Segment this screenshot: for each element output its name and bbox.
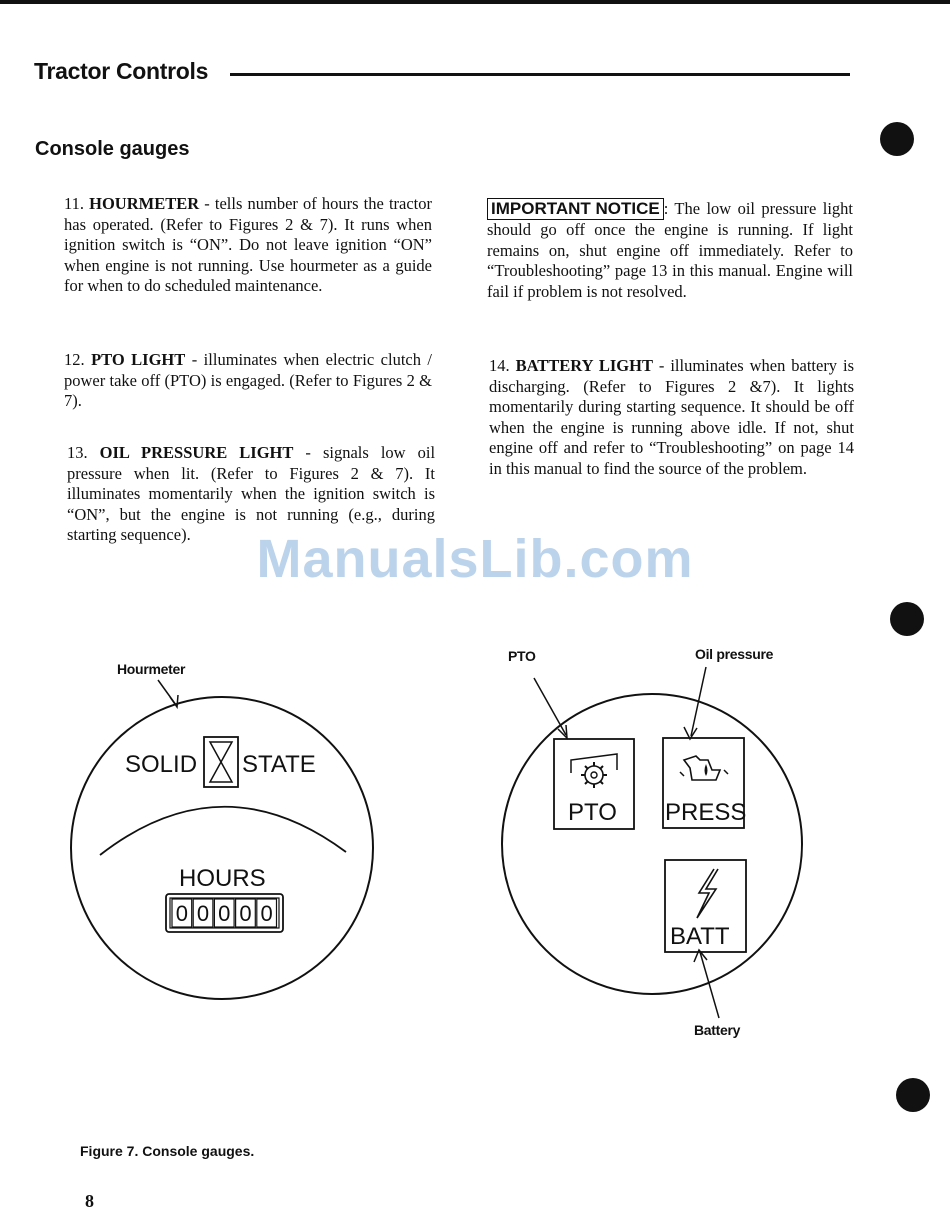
watermark: ManualsLib.com (256, 529, 694, 589)
item-text: - illuminates when electric clutch / power take off (PTO) is engaged. (Refer to Figures 2 & 7). (64, 350, 433, 410)
page-title: Tractor Controls (34, 58, 209, 84)
digit: 0 (196, 901, 210, 926)
item-term: BATTERY LIGHT (515, 356, 653, 375)
battery-callout: Battery (694, 1022, 741, 1038)
item-term: HOURMETER (89, 194, 200, 213)
digit: 0 (175, 901, 188, 926)
dial-arc (100, 807, 346, 855)
hourmeter-callout: Hourmeter (117, 661, 186, 677)
hourglass-shape (210, 742, 232, 782)
oil-can-icon (680, 756, 728, 780)
item-term: PTO LIGHT (91, 350, 186, 369)
page-number: 8 (85, 1191, 94, 1211)
batt-lamp-label: BATT (670, 923, 730, 950)
hours-label: HOURS (179, 865, 266, 892)
section-title: Console gauges (35, 138, 190, 160)
press-lamp-label: PRESS (665, 799, 747, 826)
gear-icon (581, 762, 607, 788)
item-text: - illuminates when battery is discharging. (Refer to Figures 2 &7). It lights momentarily during starting sequence. It should be off when the engine is running above idle. If not, shut engine off and refer to “Troubleshooting” on page 14 in this manual to find the source of the problem. (489, 356, 855, 478)
hourmeter-gauge (71, 680, 373, 999)
pto-lamp-label: PTO (568, 799, 617, 826)
notice-label: IMPORTANT NOTICE (487, 198, 664, 220)
notice-text: : The low oil pressure light should go off once the engine is running. If light remains on, shut engine off immediately. Refer to “Troubleshooting” page 13 in this manual. Engine will fail if problem is not resolved. (487, 199, 853, 301)
item-term: OIL PRESSURE LIGHT (99, 443, 294, 462)
digit: 0 (239, 901, 252, 926)
pto-callout: PTO (508, 648, 536, 664)
indicator-dial (502, 694, 802, 994)
solid-label: SOLID (125, 751, 198, 778)
figure-caption: Figure 7. Console gauges. (80, 1143, 255, 1159)
oil-leader-line (691, 667, 706, 736)
pto-leader-line (534, 678, 566, 735)
oil-pressure-callout: Oil pressure (695, 646, 774, 662)
digit: 0 (260, 901, 273, 926)
indicator-gauge (502, 667, 802, 1018)
lightning-icon (697, 869, 718, 918)
item-number: 14. (489, 356, 510, 375)
item-number: 12. (64, 350, 85, 369)
digit: 0 (218, 901, 231, 926)
state-label: STATE (242, 751, 316, 778)
odometer-digits (172, 899, 277, 927)
item-number: 11. (64, 194, 85, 213)
item-text: - tells number of hours the tractor has operated. (Refer to Figures 2 & 7). It runs when ignition switch is “ON”. Do not leave ignition “ON” when engine is not running. Use hourmeter as a guide for when to do scheduled maintenance. (64, 194, 432, 295)
item-number: 13. (67, 443, 88, 462)
item-text: - signals low oil pressure when lit. (Refer to Figures 2 & 7). It illuminates momentarily when the ignition switch is “ON”, but the engine is not running (e.g., during starting sequence). (67, 443, 436, 544)
